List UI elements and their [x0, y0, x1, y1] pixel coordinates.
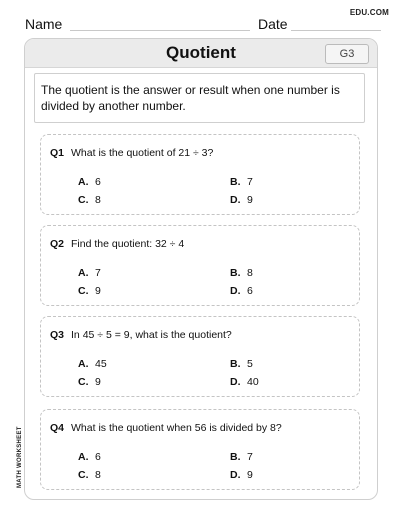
- option-d[interactable]: [230, 285, 253, 297]
- option-letter: A.: [78, 267, 89, 279]
- option-value: 8: [95, 469, 101, 481]
- option-letter: A.: [78, 176, 89, 188]
- question-text: [50, 147, 213, 159]
- option-value: 6: [95, 176, 101, 188]
- question-prompt: What is the quotient when 56 is divided by 8?: [71, 422, 282, 434]
- date-label: Date: [258, 16, 288, 32]
- question-text: [50, 329, 232, 341]
- option-letter: B.: [230, 176, 241, 188]
- option-value: 7: [247, 176, 253, 188]
- name-field[interactable]: [70, 30, 250, 31]
- question-number: Q2: [50, 238, 65, 250]
- question-card-4: [40, 409, 360, 490]
- name-label: Name: [25, 16, 63, 32]
- side-label: MATH WORKSHEET: [17, 426, 23, 488]
- option-d[interactable]: [230, 469, 253, 481]
- option-d[interactable]: [230, 376, 259, 388]
- option-letter: B.: [230, 267, 241, 279]
- worksheet: [24, 38, 378, 500]
- question-number: Q1: [50, 147, 65, 159]
- option-d[interactable]: [230, 194, 253, 206]
- date-field[interactable]: [291, 30, 381, 31]
- option-b[interactable]: [230, 267, 253, 279]
- option-value: 45: [95, 358, 107, 370]
- option-value: 6: [247, 285, 253, 297]
- option-letter: B.: [230, 451, 241, 463]
- question-prompt: Find the quotient: 32 ÷ 4: [71, 238, 185, 250]
- question-prompt: In 45 ÷ 5 = 9, what is the quotient?: [71, 329, 232, 341]
- option-c[interactable]: [78, 376, 101, 388]
- option-a[interactable]: [78, 358, 107, 370]
- option-value: 7: [247, 451, 253, 463]
- brand-logo: EDU.COM: [349, 8, 389, 17]
- option-letter: D.: [230, 285, 241, 297]
- question-card-2: [40, 225, 360, 306]
- definition-text: The quotient is the answer or result when one number is divided by another number.: [41, 83, 340, 113]
- option-value: 7: [95, 267, 101, 279]
- option-letter: D.: [230, 376, 241, 388]
- question-card-3: [40, 316, 360, 397]
- option-letter: D.: [230, 194, 241, 206]
- option-letter: C.: [78, 376, 89, 388]
- option-a[interactable]: [78, 267, 101, 279]
- option-b[interactable]: [230, 358, 253, 370]
- option-letter: A.: [78, 358, 89, 370]
- option-value: 9: [95, 285, 101, 297]
- option-letter: C.: [78, 469, 89, 481]
- question-text: [50, 422, 282, 434]
- option-b[interactable]: [230, 451, 253, 463]
- question-number: Q4: [50, 422, 65, 434]
- question-card-1: [40, 134, 360, 215]
- option-value: 6: [95, 451, 101, 463]
- option-value: 9: [95, 376, 101, 388]
- option-letter: B.: [230, 358, 241, 370]
- option-value: 8: [95, 194, 101, 206]
- option-a[interactable]: [78, 451, 101, 463]
- grade-badge: G3: [325, 44, 369, 64]
- option-c[interactable]: [78, 285, 101, 297]
- option-letter: C.: [78, 194, 89, 206]
- option-letter: D.: [230, 469, 241, 481]
- title-bar: [25, 39, 377, 68]
- question-text: [50, 238, 184, 250]
- definition-box: [34, 73, 365, 123]
- option-a[interactable]: [78, 176, 101, 188]
- option-b[interactable]: [230, 176, 253, 188]
- question-number: Q3: [50, 329, 65, 341]
- option-value: 40: [247, 376, 259, 388]
- option-value: 8: [247, 267, 253, 279]
- option-letter: A.: [78, 451, 89, 463]
- page-title: Quotient: [166, 43, 236, 62]
- question-prompt: What is the quotient of 21 ÷ 3?: [71, 147, 214, 159]
- option-value: 9: [247, 469, 253, 481]
- option-c[interactable]: [78, 194, 101, 206]
- option-c[interactable]: [78, 469, 101, 481]
- option-value: 9: [247, 194, 253, 206]
- option-letter: C.: [78, 285, 89, 297]
- option-value: 5: [247, 358, 253, 370]
